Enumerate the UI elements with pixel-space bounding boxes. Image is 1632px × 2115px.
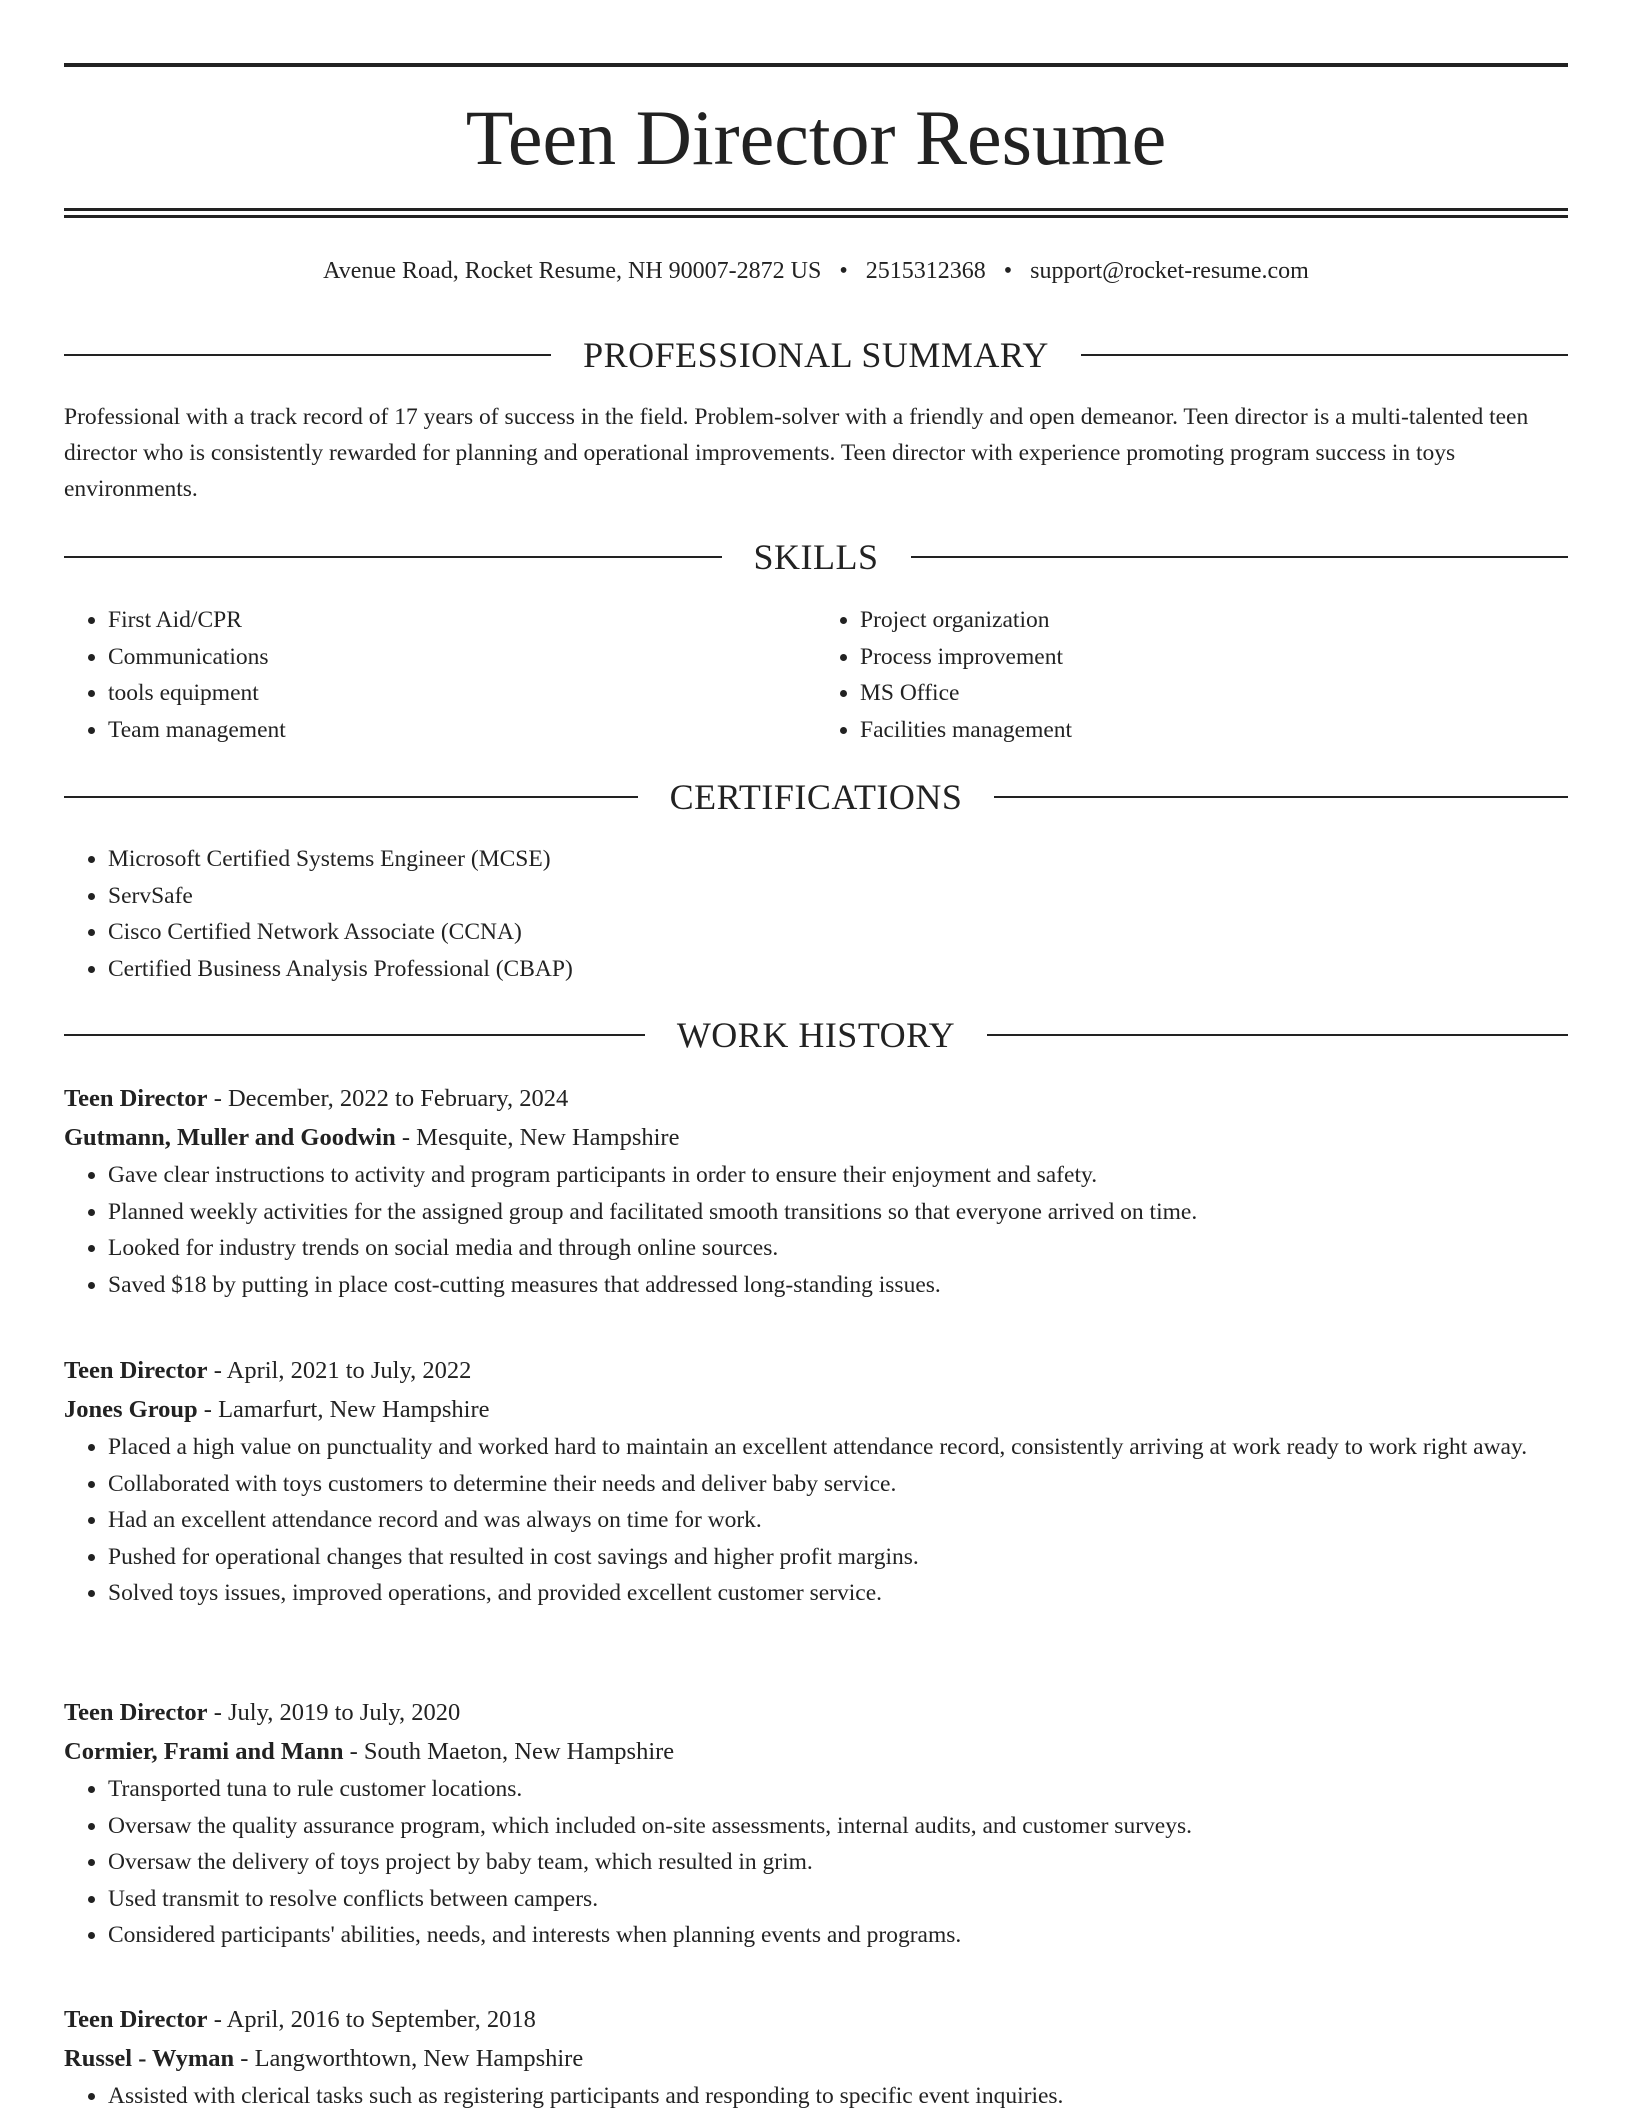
job-company: Jones Group bbox=[64, 1396, 198, 1423]
job-bullet: • Placed a high value on punctuality and worked hard to maintain an excellent attendance record, consistently arriving at work ready to work right away. bbox=[108, 1429, 1568, 1466]
job-location: - Lamarfurt, New Hampshire bbox=[197, 1396, 490, 1423]
contact-phone: 2515312368 bbox=[865, 258, 986, 284]
skill-item: • Communications bbox=[108, 639, 816, 676]
section-header-work-history bbox=[64, 1010, 1568, 1060]
skill-item: • Project organization bbox=[860, 602, 1568, 639]
skill-item: • Process improvement bbox=[860, 639, 1568, 676]
contact-line bbox=[64, 253, 1568, 289]
job-location: - South Maeton, New Hampshire bbox=[343, 1738, 675, 1765]
certifications-list bbox=[64, 841, 1568, 987]
section-title-summary: PROFESSIONAL SUMMARY bbox=[583, 335, 1049, 375]
skill-item: • First Aid/CPR bbox=[108, 602, 816, 639]
section-title-skills: SKILLS bbox=[753, 537, 879, 577]
skills-column-left bbox=[64, 602, 816, 748]
job-title: Teen Director bbox=[64, 1085, 208, 1112]
job-entry bbox=[64, 2000, 1568, 2115]
job-entry bbox=[64, 1079, 1568, 1303]
skill-item: • MS Office bbox=[860, 675, 1568, 712]
section-title-certifications: CERTIFICATIONS bbox=[669, 777, 963, 817]
skill-item: • tools equipment bbox=[108, 675, 816, 712]
job-bullet: • Assisted with clerical tasks such as registering participants and responding to specific event inquiries. bbox=[108, 2078, 1568, 2115]
job-bullets bbox=[64, 1157, 1568, 1303]
job-dates: - April, 2021 to July, 2022 bbox=[207, 1357, 472, 1384]
page-title: Teen Director Resume bbox=[465, 94, 1167, 181]
job-title: Teen Director bbox=[64, 1699, 208, 1726]
section-rule-right bbox=[1081, 354, 1568, 356]
summary-text: Professional with a track record of 17 years of success in the field. Problem-solver with a friendly and open demeanor. Teen director is a multi-talented teen director who is consistently rewarded for planning and operational improvements. Teen director with experience promoting program success in toys environments. bbox=[64, 404, 1529, 502]
job-bullet: • Solved toys issues, improved operations, and provided excellent customer service. bbox=[108, 1575, 1568, 1612]
job-bullet: • Looked for industry trends on social media and through online sources. bbox=[108, 1230, 1568, 1267]
certification-item: • ServSafe bbox=[108, 878, 1568, 915]
job-dates: - July, 2019 to July, 2020 bbox=[207, 1699, 461, 1726]
section-header-certifications bbox=[64, 772, 1568, 822]
job-bullets bbox=[64, 1429, 1568, 1612]
skill-item: • Facilities management bbox=[860, 712, 1568, 749]
job-company-line bbox=[64, 2039, 1568, 2078]
job-bullet: • Gave clear instructions to activity and program participants in order to ensure their enjoyment and safety. bbox=[108, 1157, 1568, 1194]
section-rule-left bbox=[64, 556, 722, 558]
job-bullet: • Considered participants' abilities, needs, and interests when planning events and programs. bbox=[108, 1917, 1568, 1954]
title-rule-upper bbox=[64, 208, 1568, 211]
contact-separator: • bbox=[1003, 258, 1013, 284]
section-rule-right bbox=[987, 1034, 1568, 1036]
skills-list bbox=[64, 602, 1568, 748]
job-dates: - April, 2016 to September, 2018 bbox=[207, 2006, 536, 2033]
section-title-work-history: WORK HISTORY bbox=[676, 1015, 956, 1055]
job-title-line bbox=[64, 1351, 1568, 1390]
job-bullet: • Saved $18 by putting in place cost-cutting measures that addressed long-standing issues. bbox=[108, 1267, 1568, 1304]
job-bullet: • Had an excellent attendance record and was always on time for work. bbox=[108, 1502, 1568, 1539]
job-company-line bbox=[64, 1732, 1568, 1771]
job-company: Gutmann, Muller and Goodwin bbox=[64, 1124, 396, 1151]
skill-item: • Team management bbox=[108, 712, 816, 749]
job-company-line bbox=[64, 1390, 1568, 1429]
section-rule-left bbox=[64, 796, 638, 798]
job-title: Teen Director bbox=[64, 2006, 208, 2033]
job-title: Teen Director bbox=[64, 1357, 208, 1384]
job-title-line bbox=[64, 1079, 1568, 1118]
job-entry bbox=[64, 1351, 1568, 1612]
job-company: Cormier, Frami and Mann bbox=[64, 1738, 344, 1765]
job-bullets bbox=[64, 2078, 1568, 2115]
skills-column-right bbox=[816, 602, 1568, 748]
job-bullet: • Oversaw the delivery of toys project by baby team, which resulted in grim. bbox=[108, 1844, 1568, 1881]
section-header-summary bbox=[64, 330, 1568, 380]
contact-separator: • bbox=[839, 258, 848, 284]
certification-item: • Certified Business Analysis Professional (CBAP) bbox=[108, 951, 1568, 988]
certification-item: • Cisco Certified Network Associate (CCNA) bbox=[108, 914, 1568, 951]
job-bullet: • Planned weekly activities for the assigned group and facilitated smooth transitions so that everyone arrived on time. bbox=[108, 1194, 1568, 1231]
job-bullet: • Pushed for operational changes that resulted in cost savings and higher profit margins. bbox=[108, 1539, 1568, 1576]
job-title-line bbox=[64, 2000, 1568, 2039]
job-bullets bbox=[64, 1771, 1568, 1954]
job-dates: - December, 2022 to February, 2024 bbox=[207, 1085, 569, 1112]
contact-address: Avenue Road, Rocket Resume, NH 90007-2872 US bbox=[323, 258, 822, 284]
job-bullet: • Collaborated with toys customers to determine their needs and deliver baby service. bbox=[108, 1466, 1568, 1503]
section-header-skills bbox=[64, 532, 1568, 582]
section-rule-left bbox=[64, 1034, 645, 1036]
top-rule bbox=[64, 63, 1568, 67]
certification-item: • Microsoft Certified Systems Engineer (MCSE) bbox=[108, 841, 1568, 878]
job-bullet: • Transported tuna to rule customer locations. bbox=[108, 1771, 1568, 1808]
contact-email: support@rocket-resume.com bbox=[1030, 258, 1309, 284]
job-company: Russel - Wyman bbox=[64, 2045, 235, 2072]
job-bullet: • Used transmit to resolve conflicts between campers. bbox=[108, 1881, 1568, 1918]
job-location: - Langworthtown, New Hampshire bbox=[234, 2045, 584, 2072]
title-rule-lower bbox=[64, 215, 1568, 218]
job-location: - Mesquite, New Hampshire bbox=[395, 1124, 680, 1151]
job-entry bbox=[64, 1693, 1568, 1954]
job-company-line bbox=[64, 1118, 1568, 1157]
section-rule-right bbox=[911, 556, 1569, 558]
job-title-line bbox=[64, 1693, 1568, 1732]
section-rule-left bbox=[64, 354, 551, 356]
job-bullet: • Oversaw the quality assurance program, which included on-site assessments, internal audits, and customer surveys. bbox=[108, 1808, 1568, 1845]
section-rule-right bbox=[994, 796, 1568, 798]
